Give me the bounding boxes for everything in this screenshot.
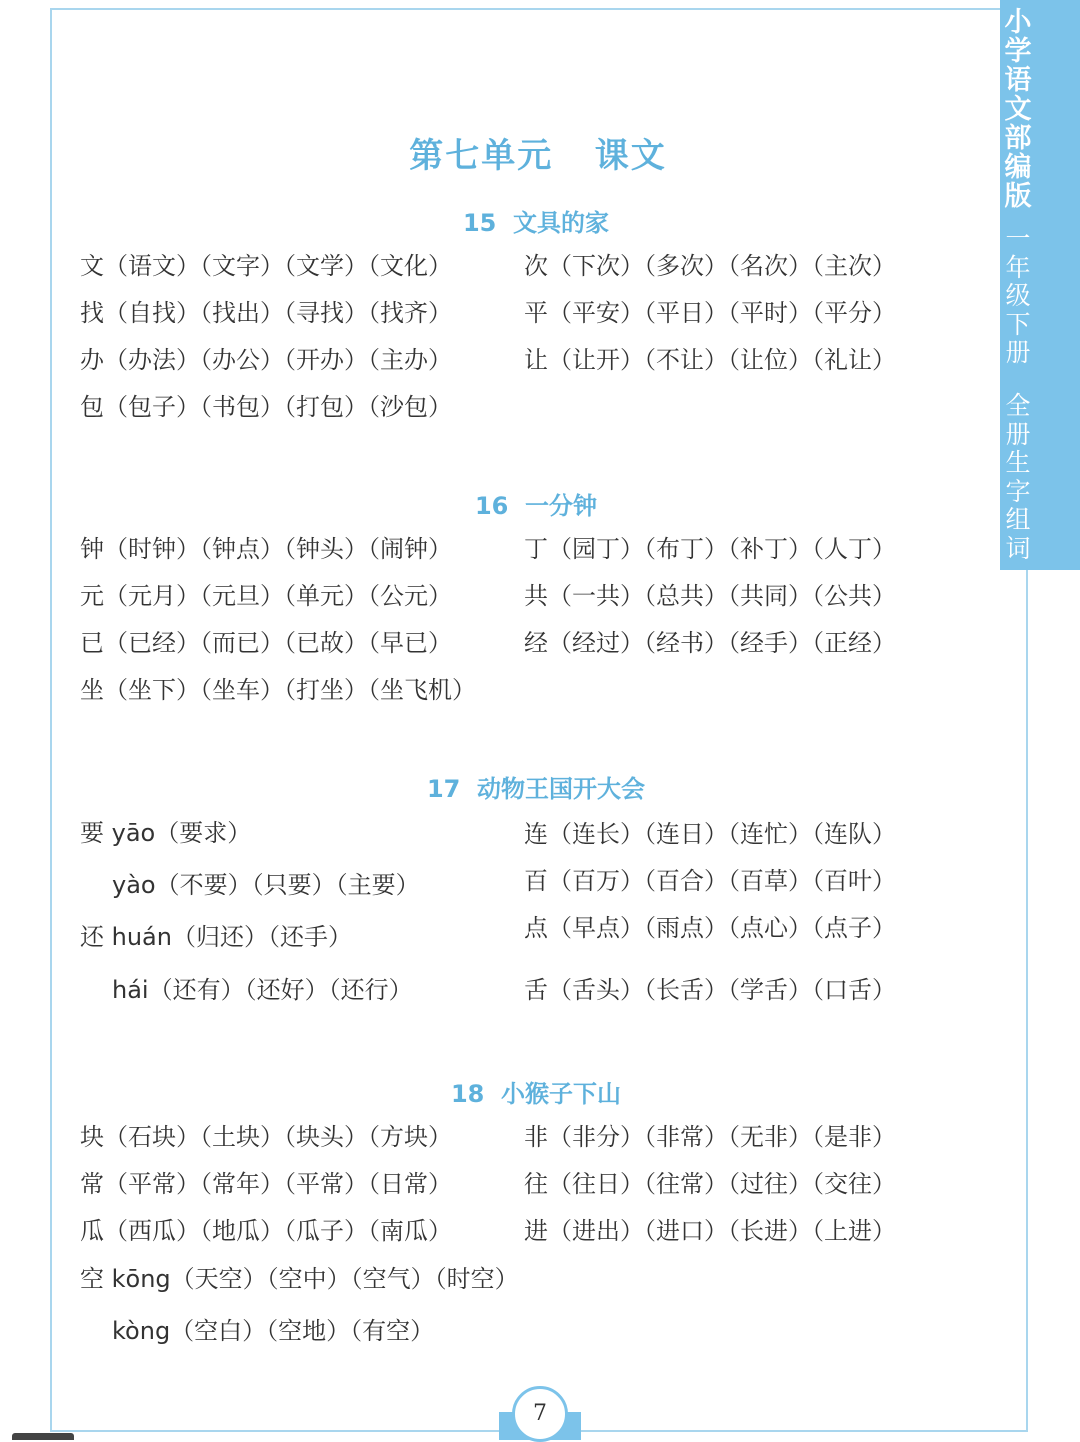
word-row: 经（经过）（经书）（经手）（正经） bbox=[524, 629, 896, 657]
sidebar-tab bbox=[1000, 0, 1080, 570]
lesson-title-18: 18 小猴子下山 bbox=[450, 1080, 622, 1108]
word-row: kòng（空白）（空地）（有空） bbox=[112, 1317, 435, 1345]
word-row: 常（平常）（常年）（平常）（日常） bbox=[80, 1170, 452, 1198]
word-row: 让（让开）（不让）（让位）（礼让） bbox=[524, 346, 896, 374]
lesson-title-17: 17 动物王国开大会 bbox=[426, 775, 646, 803]
word-row: 连（连长）（连日）（连忙）（连队） bbox=[524, 820, 896, 848]
word-row: 次（下次）（多次）（名次）（主次） bbox=[524, 252, 896, 280]
sidebar-grade: 一年级下册 bbox=[1005, 224, 1031, 367]
word-row: 百（百万）（百合）（百草）（百叶） bbox=[524, 867, 896, 895]
word-row: 丁（园丁）（布丁）（补丁）（人丁） bbox=[524, 535, 896, 563]
sidebar-series: 小学语文部编版 bbox=[1004, 7, 1032, 212]
word-row: 点（早点）（雨点）（点心）（点子） bbox=[524, 914, 896, 942]
word-row: 非（非分）（非常）（无非）（是非） bbox=[524, 1123, 896, 1151]
lesson-title-15: 15 文具的家 bbox=[462, 209, 610, 237]
word-row: 要 yāo（要求） bbox=[80, 819, 252, 847]
lesson-title-16: 16 一分钟 bbox=[474, 492, 598, 520]
word-row: 坐（坐下）（坐车）（打坐）（坐飞机） bbox=[80, 676, 476, 704]
word-row: 平（平安）（平日）（平时）（平分） bbox=[524, 299, 896, 327]
word-row: yào（不要）（只要）（主要） bbox=[112, 871, 420, 899]
page-number: 7 bbox=[512, 1386, 568, 1442]
word-row: hái（还有）（还好）（还行） bbox=[112, 976, 413, 1004]
word-row: 瓜（西瓜）（地瓜）（瓜子）（南瓜） bbox=[80, 1217, 452, 1245]
word-row: 共（一共）（总共）（共同）（公共） bbox=[524, 582, 896, 610]
word-row: 进（进出）（进口）（长进）（上进） bbox=[524, 1217, 896, 1245]
word-row: 空 kōng（天空）（空中）（空气）（时空） bbox=[80, 1265, 519, 1293]
word-row: 还 huán（归还）（还手） bbox=[80, 923, 352, 951]
word-row: 舌（舌头）（长舌）（学舌）（口舌） bbox=[524, 976, 896, 1004]
word-row: 找（自找）（找出）（寻找）（找齐） bbox=[80, 299, 452, 327]
word-row: 已（已经）（而已）（已故）（早已） bbox=[80, 629, 452, 657]
word-row: 办（办法）（办公）（开办）（主办） bbox=[80, 346, 452, 374]
word-row: 包（包子）（书包）（打包）（沙包） bbox=[80, 393, 452, 421]
sidebar-subtitle: 全册生字组词 bbox=[1005, 391, 1031, 563]
word-row: 块（石块）（土块）（块头）（方块） bbox=[80, 1123, 452, 1151]
word-row: 钟（时钟）（钟点）（钟头）（闹钟） bbox=[80, 535, 452, 563]
word-row: 往（往日）（往常）（过往）（交往） bbox=[524, 1170, 896, 1198]
word-row: 文（语文）（文字）（文学）（文化） bbox=[80, 252, 452, 280]
corner-bar bbox=[12, 1433, 74, 1440]
unit-title: 第七单元 课文 bbox=[409, 136, 667, 176]
word-row: 元（元月）（元旦）（单元）（公元） bbox=[80, 582, 452, 610]
